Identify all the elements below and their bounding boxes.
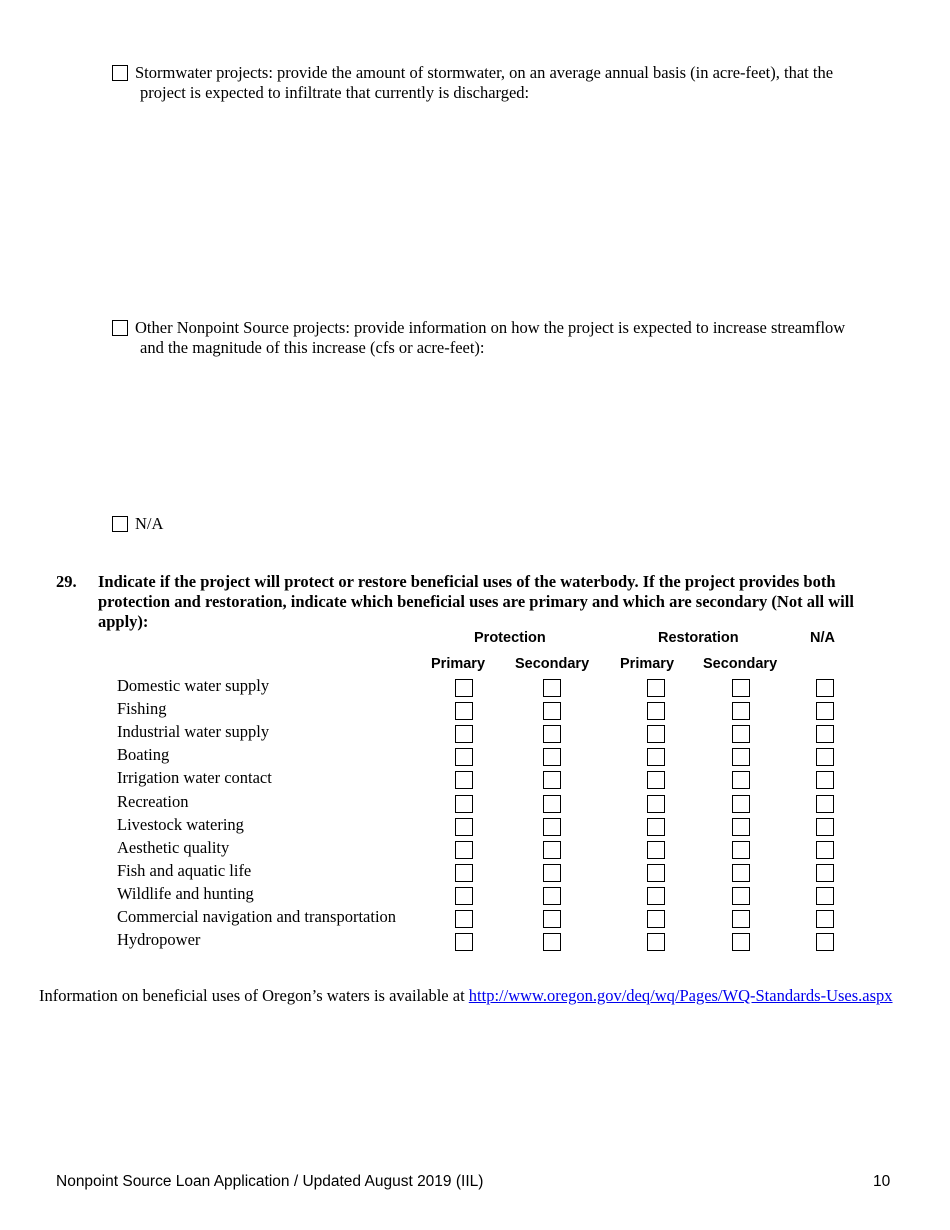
- checkbox-restoration-primary[interactable]: [647, 725, 665, 743]
- checkbox-restoration-secondary[interactable]: [732, 702, 750, 720]
- checkbox-na[interactable]: [816, 887, 834, 905]
- nonpoint-line-2: and the magnitude of this increase (cfs or acre-feet):: [140, 338, 485, 357]
- checkbox-protection-secondary[interactable]: [543, 933, 561, 951]
- table-row-label: Irrigation water contact: [117, 768, 272, 788]
- nonpoint-line-1: Other Nonpoint Source projects: provide information on how the project is expected to increase streamflow: [135, 318, 846, 337]
- checkbox-restoration-secondary[interactable]: [732, 771, 750, 789]
- stormwater-option-text: [135, 63, 895, 103]
- info-sentence: Information on beneficial uses of Oregon’s waters is available at: [39, 986, 469, 1005]
- checkbox-restoration-secondary[interactable]: [732, 795, 750, 813]
- footer-title: Nonpoint Source Loan Application / Updated August 2019 (IIL): [56, 1173, 484, 1190]
- checkbox-restoration-secondary[interactable]: [732, 679, 750, 697]
- checkbox-na[interactable]: [816, 748, 834, 766]
- stormwater-line-1: Stormwater projects: provide the amount of stormwater, on an average annual basis (in acre-feet), that the: [135, 63, 834, 82]
- checkbox-na[interactable]: [816, 795, 834, 813]
- checkbox-protection-secondary[interactable]: [543, 864, 561, 882]
- checkbox-protection-primary[interactable]: [455, 841, 473, 859]
- checkbox-protection-primary[interactable]: [455, 748, 473, 766]
- checkbox-protection-secondary[interactable]: [543, 748, 561, 766]
- question-number: 29.: [56, 572, 77, 591]
- table-row-label: Fishing: [117, 699, 167, 719]
- checkbox-protection-primary[interactable]: [455, 887, 473, 905]
- checkbox-protection-primary[interactable]: [455, 702, 473, 720]
- checkbox-protection-secondary[interactable]: [543, 679, 561, 697]
- checkbox-restoration-primary[interactable]: [647, 771, 665, 789]
- checkbox-protection-secondary[interactable]: [543, 725, 561, 743]
- checkbox-restoration-primary[interactable]: [647, 702, 665, 720]
- checkbox-restoration-secondary[interactable]: [732, 864, 750, 882]
- checkbox-restoration-primary[interactable]: [647, 748, 665, 766]
- checkbox-restoration-primary[interactable]: [647, 864, 665, 882]
- checkbox-na[interactable]: [816, 933, 834, 951]
- stormwater-checkbox[interactable]: [112, 65, 128, 81]
- checkbox-na[interactable]: [816, 841, 834, 859]
- checkbox-protection-secondary[interactable]: [543, 795, 561, 813]
- checkbox-restoration-primary[interactable]: [647, 795, 665, 813]
- checkbox-na[interactable]: [816, 725, 834, 743]
- header-restoration-primary: Primary: [620, 656, 675, 672]
- nonpoint-option-text: [135, 318, 895, 358]
- table-row-label: Domestic water supply: [117, 676, 270, 695]
- header-protection-primary: Primary: [431, 656, 486, 672]
- checkbox-protection-primary[interactable]: [455, 771, 473, 789]
- checkbox-protection-primary[interactable]: [455, 679, 473, 697]
- checkbox-protection-primary[interactable]: [455, 933, 473, 951]
- checkbox-na[interactable]: [816, 702, 834, 720]
- checkbox-restoration-primary[interactable]: [647, 818, 665, 836]
- beneficial-uses-link[interactable]: http://www.oregon.gov/deq/wq/Pages/WQ-Standards-Uses.aspx: [468, 986, 893, 1005]
- na-option-label: N/A: [135, 514, 164, 533]
- checkbox-protection-primary[interactable]: [455, 910, 473, 928]
- checkbox-restoration-primary[interactable]: [647, 933, 665, 951]
- na-option-checkbox[interactable]: [112, 516, 128, 532]
- checkbox-restoration-primary[interactable]: [647, 841, 665, 859]
- table-row-label: Industrial water supply: [117, 722, 270, 742]
- header-protection: Protection: [474, 630, 546, 646]
- checkbox-protection-primary[interactable]: [455, 725, 473, 743]
- checkbox-restoration-secondary[interactable]: [732, 818, 750, 836]
- checkbox-restoration-secondary[interactable]: [732, 887, 750, 905]
- nonpoint-checkbox[interactable]: [112, 320, 128, 336]
- table-row-label: Commercial navigation and transportation: [117, 907, 397, 926]
- question-text: Indicate if the project will protect or restore beneficial uses of the waterbody. If the project provides both protection and restoration, indicate which beneficial uses are primary and which are secondary (Not all will apply):: [98, 572, 854, 631]
- header-restoration: Restoration: [658, 630, 739, 646]
- stormwater-line-2: project is expected to infiltrate that currently is discharged:: [140, 83, 530, 102]
- checkbox-protection-secondary[interactable]: [543, 887, 561, 905]
- table-row-label: Aesthetic quality: [117, 837, 230, 857]
- table-row-label: Fish and aquatic life: [117, 860, 252, 880]
- checkbox-protection-primary[interactable]: [455, 795, 473, 813]
- checkbox-protection-secondary[interactable]: [543, 818, 561, 836]
- checkbox-na[interactable]: [816, 818, 834, 836]
- checkbox-protection-secondary[interactable]: [543, 910, 561, 928]
- table-row-label: Recreation: [117, 791, 189, 811]
- table-row-label: Hydropower: [117, 930, 201, 950]
- page-number: 10: [873, 1173, 891, 1190]
- table-row-label: Wildlife and hunting: [117, 883, 254, 903]
- checkbox-restoration-secondary[interactable]: [732, 933, 750, 951]
- checkbox-restoration-secondary[interactable]: [732, 841, 750, 859]
- checkbox-na[interactable]: [816, 771, 834, 789]
- table-row-label: Livestock watering: [117, 814, 244, 834]
- header-protection-secondary: Secondary: [515, 656, 590, 672]
- checkbox-restoration-secondary[interactable]: [732, 725, 750, 743]
- checkbox-restoration-primary[interactable]: [647, 910, 665, 928]
- checkbox-protection-secondary[interactable]: [543, 841, 561, 859]
- header-restoration-secondary: Secondary: [703, 656, 778, 672]
- checkbox-protection-secondary[interactable]: [543, 771, 561, 789]
- checkbox-restoration-secondary[interactable]: [732, 748, 750, 766]
- table-row-label: Boating: [117, 745, 170, 765]
- info-text: [39, 986, 899, 1006]
- checkbox-na[interactable]: [816, 910, 834, 928]
- checkbox-protection-primary[interactable]: [455, 818, 473, 836]
- checkbox-protection-secondary[interactable]: [543, 702, 561, 720]
- checkbox-restoration-primary[interactable]: [647, 887, 665, 905]
- checkbox-protection-primary[interactable]: [455, 864, 473, 882]
- checkbox-na[interactable]: [816, 864, 834, 882]
- checkbox-na[interactable]: [816, 679, 834, 697]
- checkbox-restoration-secondary[interactable]: [732, 910, 750, 928]
- header-na: N/A: [810, 630, 835, 646]
- checkbox-restoration-primary[interactable]: [647, 679, 665, 697]
